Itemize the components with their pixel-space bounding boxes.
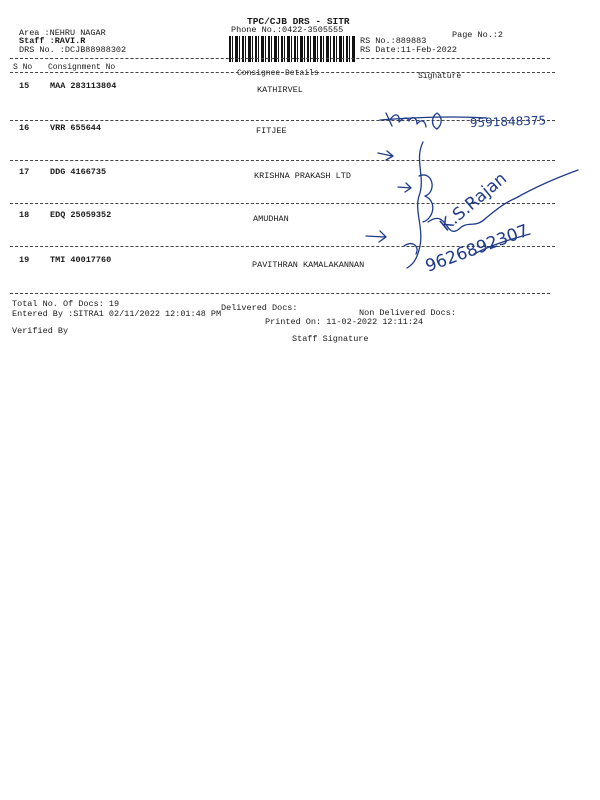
arrow-stroke xyxy=(366,231,386,242)
staff-signature: Staff Signature xyxy=(292,334,369,344)
row-sno: 15 xyxy=(19,81,30,91)
rs-date: RS Date:11-Feb-2022 xyxy=(360,45,457,55)
row-sno: 18 xyxy=(19,210,30,220)
row-consignee: KRISHNA PRAKASH LTD xyxy=(254,171,351,181)
printed-on: Printed On: 11-02-2022 12:11:24 xyxy=(265,317,424,327)
column-consignment: Consignment No xyxy=(48,63,116,72)
rs-number: RS No.:889883 xyxy=(360,36,427,46)
row-consignment: TMI 40017760 xyxy=(50,255,112,265)
area-label: Area :NEHRU NAGAR xyxy=(19,28,106,38)
row-consignment: EDQ 25059352 xyxy=(50,210,112,220)
row-consignee: AMUDHAN xyxy=(253,214,289,224)
entered-by: Entered By :SITRA1 02/11/2022 12:01:48 PM xyxy=(12,309,222,319)
page-number: Page No.:2 xyxy=(452,30,504,40)
row-sno: 17 xyxy=(19,167,30,177)
handwritten-phone-1: 9591848375 xyxy=(469,113,547,130)
total-docs: Total No. Of Docs: 19 xyxy=(12,299,120,309)
non-delivered-docs: Non Delivered Docs: xyxy=(359,308,456,318)
signature-stroke xyxy=(386,113,426,127)
arrow-stroke xyxy=(398,183,411,192)
signature-stroke xyxy=(407,142,423,268)
delivered-docs: Delivered Docs: xyxy=(221,303,298,313)
signature-stroke xyxy=(433,113,442,129)
drs-number: DRS No. :DCJB88988302 xyxy=(19,45,127,55)
row-consignee: FITJEE xyxy=(256,126,287,136)
row-consignee: PAVITHRAN KAMALAKANNAN xyxy=(252,260,365,270)
arrow-stroke xyxy=(378,151,393,160)
row-sno: 16 xyxy=(19,123,30,133)
signature-stroke xyxy=(404,244,417,254)
column-sno: S No xyxy=(13,63,33,72)
row-consignee: KATHIRVEL xyxy=(257,85,303,95)
verified-by: Verified By xyxy=(12,326,69,336)
row-consignment: DDG 4166735 xyxy=(50,167,107,177)
column-consignee: Consignee Details xyxy=(237,69,319,78)
column-signature: Signature xyxy=(418,72,462,81)
document-title: TPC/CJB DRS - SITR xyxy=(247,16,350,27)
row-sno: 19 xyxy=(19,255,30,265)
row-consignment: VRR 655644 xyxy=(50,123,102,133)
handwritten-name-2: K.S.Rajan xyxy=(436,168,511,236)
row-consignment: MAA 283113804 xyxy=(50,81,117,91)
handwritten-phone-2: 9626892307 xyxy=(422,220,532,277)
staff-label: Staff :RAVI.R xyxy=(19,36,86,46)
phone-number: Phone No.:0422-3505555 xyxy=(231,25,344,35)
